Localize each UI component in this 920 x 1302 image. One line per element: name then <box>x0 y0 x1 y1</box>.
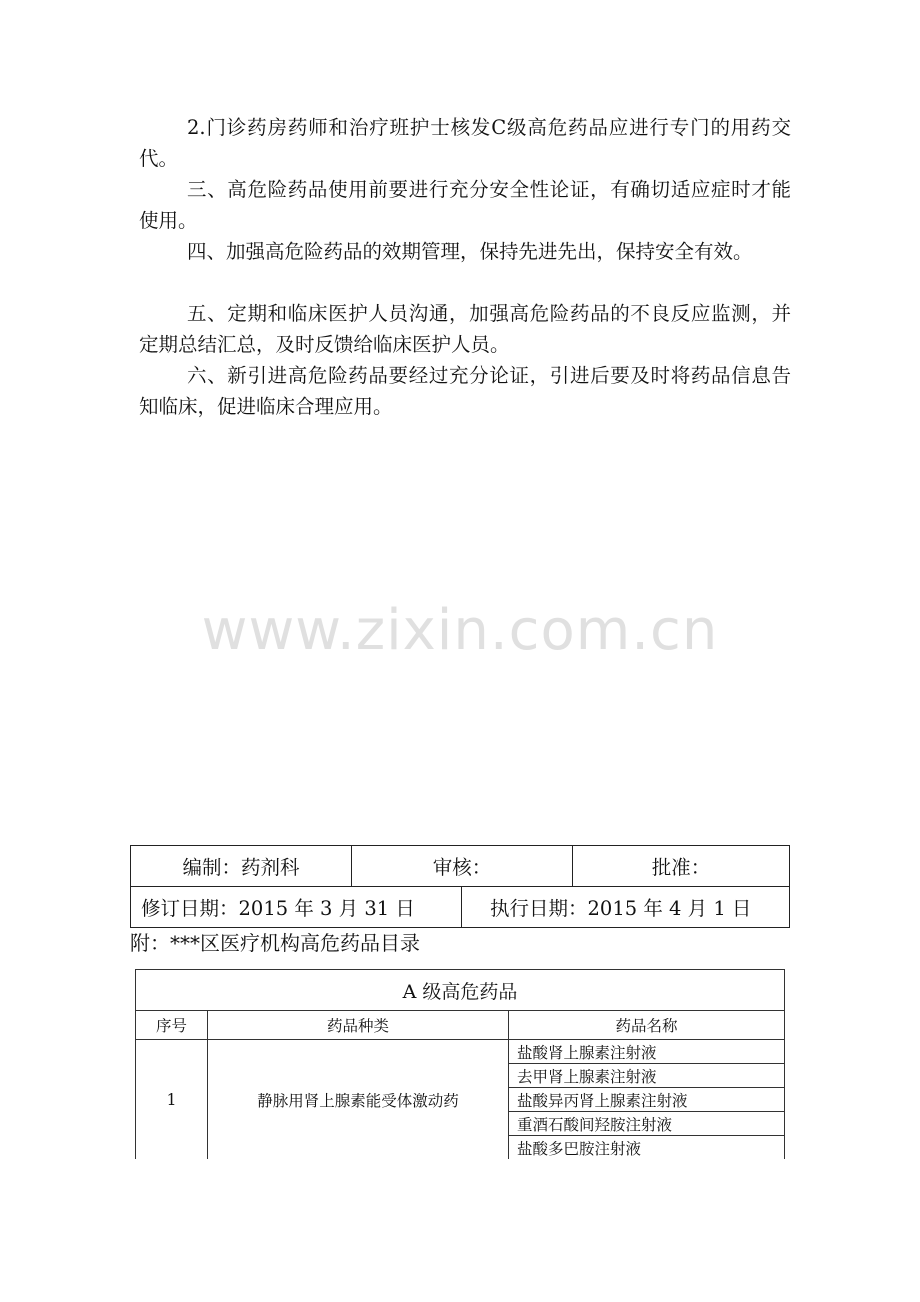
dates-row <box>131 887 790 928</box>
policy-paragraph-4: 五、定期和临床医护人员沟通，加强高危险药品的不良反应监测，并定期总结汇总，及时反馈给临床医护人员。 <box>139 302 791 356</box>
header-drug-name: 药品名称 <box>509 1011 785 1040</box>
policy-paragraph-2: 三、高危险药品使用前要进行充分安全性论证，有确切适应症时才能使用。 <box>139 178 791 232</box>
watermark: www.zixin.com.cn <box>201 598 719 663</box>
revision-date-cell: 修订日期：2015 年 3 月 31 日 <box>131 887 462 927</box>
group-category: 静脉用肾上腺素能受体激动药 <box>208 1040 509 1160</box>
policy-paragraph-1: 2.门诊药房药师和治疗班护士核发C级高危药品应进行专门的用药交代。 <box>139 116 791 170</box>
table-row <box>136 1040 785 1064</box>
level-title: A 级高危药品 <box>136 970 785 1011</box>
drug-name: 重酒石酸间羟胺注射液 <box>509 1112 785 1136</box>
policy-paragraph-5: 六、新引进高危险药品要经过充分论证，引进后要及时将药品信息告知临床，促进临床合理应用。 <box>139 364 791 418</box>
signoff-row <box>131 846 790 887</box>
effective-date-cell: 执行日期：2015 年 4 月 1 日 <box>490 897 752 920</box>
policy-paragraph-3: 四、加强高危险药品的效期管理，保持先进先出，保持安全有效。 <box>187 240 753 263</box>
drug-name: 盐酸肾上腺素注射液 <box>509 1040 785 1064</box>
reviewed-by-cell: 审核： <box>352 846 573 887</box>
signoff-table <box>130 845 790 928</box>
dates-inner-table <box>131 887 789 927</box>
appendix-title: 附：***区医疗机构高危药品目录 <box>130 931 420 955</box>
high-risk-drug-table <box>135 969 785 1159</box>
drug-name: 盐酸多巴胺注射液 <box>509 1136 785 1160</box>
approved-by-cell: 批准： <box>573 846 790 887</box>
group-no: 1 <box>136 1040 208 1160</box>
drug-name: 去甲肾上腺素注射液 <box>509 1064 785 1088</box>
level-title-row <box>136 970 785 1011</box>
header-category: 药品种类 <box>208 1011 509 1040</box>
drug-name: 盐酸异丙肾上腺素注射液 <box>509 1088 785 1112</box>
compiled-by-cell: 编制：药剂科 <box>131 846 352 887</box>
header-no: 序号 <box>136 1011 208 1040</box>
header-row <box>136 1011 785 1040</box>
